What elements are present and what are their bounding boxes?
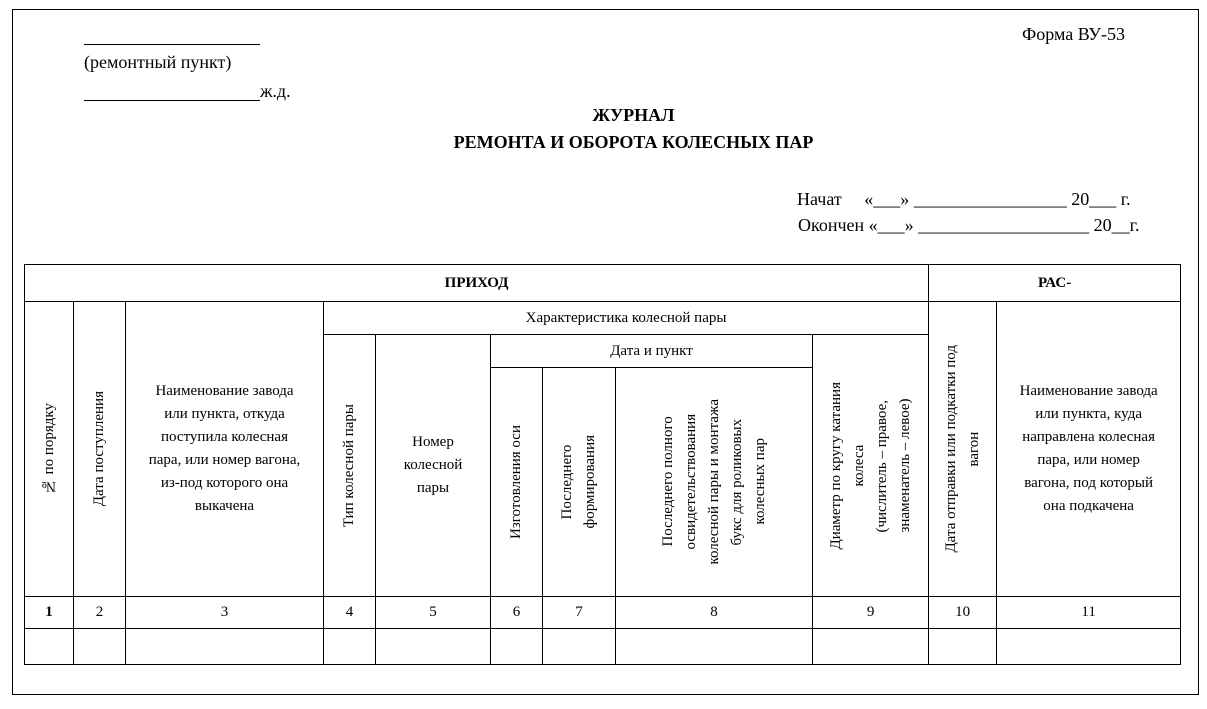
column-header-8-text: Последнего полного освидетельствования колесной пары и монтажа букс для роликовых колесных пар	[659, 399, 768, 565]
entry-cell-8[interactable]	[616, 629, 813, 665]
section-departure-header: РАС-	[929, 265, 1181, 302]
form-code: Форма ВУ-53	[1022, 24, 1125, 44]
column-header-11-text: Наименование завода или пункта, куда направлена колесная пара, или номер вагона, под который она подкачена	[1019, 383, 1158, 514]
railway-suffix: ж.д.	[260, 81, 291, 101]
entry-cell-7[interactable]	[543, 629, 616, 665]
column-header-2	[74, 302, 126, 597]
column-header-2-text: Дата поступления	[91, 391, 107, 507]
column-number-11: 11	[997, 597, 1181, 629]
journal-subtitle: РЕМОНТА И ОБОРОТА КОЛЕСНЫХ ПАР	[453, 132, 814, 152]
column-number-4: 4	[324, 597, 376, 629]
ended-date-line: Окончен «___» ___________________ 20__г.	[798, 215, 1140, 235]
column-number-7: 7	[543, 597, 616, 629]
column-header-3	[126, 302, 324, 597]
repair-point-label: (ремонтный пункт)	[84, 52, 232, 72]
column-header-5	[376, 335, 491, 597]
column-number-6: 6	[491, 597, 543, 629]
column-header-5-text: Номер колесной пары	[403, 434, 463, 496]
section-arrival-header: ПРИХОД	[25, 265, 929, 302]
column-header-9-text: Диаметр по кругу катания колеса (числитель – правое, знаменатель – левое)	[827, 381, 913, 550]
date-place-group-header: Дата и пункт	[491, 335, 813, 368]
entry-cell-4[interactable]	[324, 629, 376, 665]
characteristics-group-header: Характеристика колесной пары	[324, 302, 929, 335]
journal-table	[24, 264, 1181, 665]
column-number-1: 1	[25, 597, 74, 629]
entry-cell-10[interactable]	[929, 629, 997, 665]
column-number-row	[25, 597, 1181, 629]
entry-cell-1[interactable]	[25, 629, 74, 665]
column-header-6-text: Изготовления оси	[508, 425, 524, 539]
column-header-3-text: Наименование завода или пункта, откуда поступила колесная пара, или номер вагона, из-под которого она выкачена	[148, 383, 301, 514]
column-header-4	[324, 335, 376, 597]
column-header-7-text: Последнего формирования	[559, 435, 598, 529]
column-header-7	[543, 368, 616, 597]
entry-cell-6[interactable]	[491, 629, 543, 665]
column-header-8	[616, 368, 813, 597]
column-number-5: 5	[376, 597, 491, 629]
column-header-10	[929, 302, 997, 597]
journal-title: ЖУРНАЛ	[592, 105, 675, 125]
column-header-11	[997, 302, 1181, 597]
column-header-4-text: Тип колесной пары	[341, 403, 357, 528]
entry-cell-2[interactable]	[74, 629, 126, 665]
column-number-10: 10	[929, 597, 997, 629]
entry-cell-5[interactable]	[376, 629, 491, 665]
column-header-1-text: № по порядку	[40, 403, 57, 495]
column-number-2: 2	[74, 597, 126, 629]
repair-point-blank-line	[84, 44, 260, 45]
empty-entry-row	[25, 629, 1181, 665]
column-number-8: 8	[616, 597, 813, 629]
railway-blank-line	[84, 100, 260, 101]
column-header-6	[491, 368, 543, 597]
entry-cell-3[interactable]	[126, 629, 324, 665]
column-header-9	[813, 335, 929, 597]
column-header-10-text: Дата отправки или подкатки под вагон	[942, 345, 982, 553]
entry-cell-9[interactable]	[813, 629, 929, 665]
entry-cell-11[interactable]	[997, 629, 1181, 665]
column-header-1	[25, 302, 74, 597]
column-number-9: 9	[813, 597, 929, 629]
started-date-line: Начат «___» _________________ 20___ г.	[797, 189, 1131, 209]
column-number-3: 3	[126, 597, 324, 629]
